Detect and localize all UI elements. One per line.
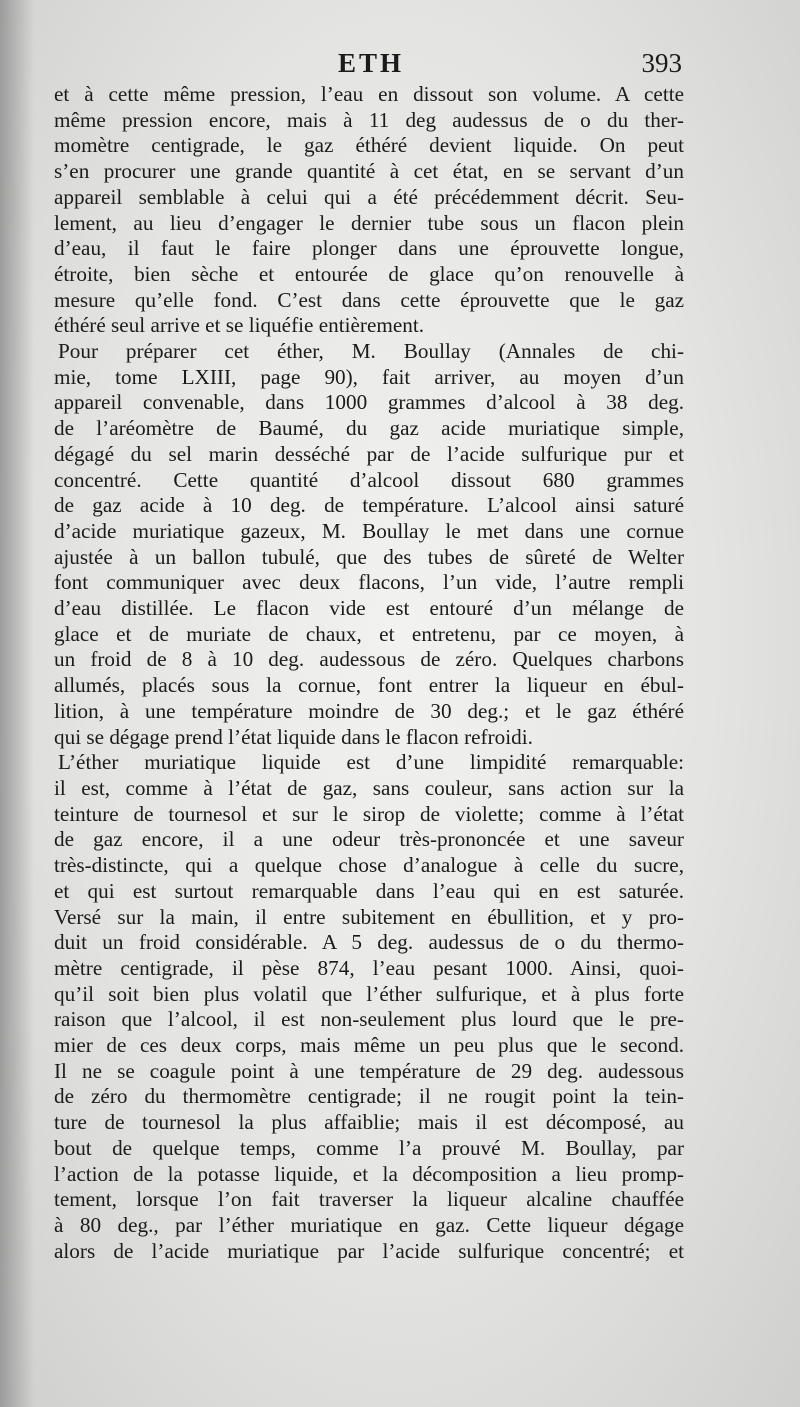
- text-line: même pression encore, mais à 11 deg audessus de o du ther-: [54, 107, 684, 132]
- text-line: tement, lorsque l’on fait traverser la liqueur alcaline chauffée: [54, 1187, 684, 1212]
- text-line: de gaz acide à 10 deg. de température. L’alcool ainsi saturé: [54, 493, 684, 518]
- text-line: très-distincte, qui a quelque chose d’analogue à celle du sucre,: [54, 853, 684, 878]
- text-line: Versé sur la main, il entre subitement en ébullition, et y pro-: [54, 904, 684, 929]
- text-line: duit un froid considérable. A 5 deg. audessus de o du thermo-: [54, 930, 684, 955]
- text-line: glace et de muriate de chaux, et entretenu, par ce moyen, à: [54, 621, 684, 646]
- text-line: d’eau distillée. Le flacon vide est entouré d’un mélange de: [54, 596, 684, 621]
- text-line: de zéro du thermomètre centigrade; il ne rougit point la tein-: [54, 1084, 684, 1109]
- text-line: momètre centigrade, le gaz éthéré devient liquide. On peut: [54, 133, 684, 158]
- body-text: [54, 82, 684, 1264]
- text-line: lition, à une température moindre de 30 deg.; et le gaz éthéré: [54, 698, 684, 723]
- text-line: allumés, placés sous la cornue, font entrer la liqueur en ébul-: [54, 673, 684, 698]
- text-line: qui se dégage prend l’état liquide dans le flacon refroidi.: [54, 724, 533, 749]
- text-line: mier de ces deux corps, mais même un peu plus que le second.: [54, 1033, 684, 1058]
- text-line: Il ne se coagule point à une température de 29 deg. audessous: [54, 1058, 684, 1083]
- text-line: ajustée à un ballon tubulé, que des tubes de sûreté de Welter: [54, 544, 684, 569]
- text-line: mètre centigrade, il pèse 874, l’eau pesant 1000. Ainsi, quoi-: [54, 955, 684, 980]
- text-line: lement, au lieu d’engager le dernier tube sous un flacon plein: [54, 210, 684, 235]
- running-head: ETH: [337, 48, 405, 78]
- text-line: d’acide muriatique gazeux, M. Boullay le met dans une cornue: [54, 518, 684, 543]
- page-number: 393: [641, 48, 682, 78]
- text-line: il est, comme à l’état de gaz, sans couleur, sans action sur la: [54, 775, 684, 800]
- text-line: L’éther muriatique liquide est d’une limpidité remarquable:: [58, 750, 684, 775]
- text-line: d’eau, il faut le faire plonger dans une éprouvette longue,: [54, 236, 684, 261]
- text-line: mie, tome LXIII, page 90), fait arriver, au moyen d’un: [54, 364, 684, 389]
- text-line: à 80 deg., par l’éther muriatique en gaz. Cette liqueur dégage: [54, 1212, 684, 1237]
- text-line: et qui est surtout remarquable dans l’eau qui en est saturée.: [54, 878, 684, 903]
- text-line: appareil convenable, dans 1000 grammes d’alcool à 38 deg.: [54, 390, 684, 415]
- text-line: ture de tournesol la plus affaiblie; mais il est décomposé, au: [54, 1110, 684, 1135]
- text-line: appareil semblable à celui qui a été précédemment décrit. Seu-: [54, 184, 684, 209]
- text-line: de gaz encore, il a une odeur très-prononcée et une saveur: [54, 827, 684, 852]
- text-line: s’en procurer une grande quantité à cet état, en se servant d’un: [54, 159, 684, 184]
- text-line: dégagé du sel marin desséché par de l’acide sulfurique pur et: [54, 441, 684, 466]
- text-line: et à cette même pression, l’eau en dissout son volume. A cette: [54, 82, 684, 106]
- text-line: font communiquer avec deux flacons, l’un vide, l’autre rempli: [54, 570, 684, 595]
- text-line: bout de quelque temps, comme l’a prouvé M. Boullay, par: [54, 1135, 684, 1160]
- page-header: [60, 48, 682, 84]
- text-line: qu’il soit bien plus volatil que l’éther sulfurique, et à plus forte: [54, 981, 684, 1006]
- text-line: alors de l’acide muriatique par l’acide sulfurique concentré; et: [54, 1238, 684, 1263]
- text-line: raison que l’alcool, il est non-seulement plus lourd que le pre-: [54, 1007, 684, 1032]
- text-line: éthéré seul arrive et se liquéfie entièrement.: [54, 313, 425, 338]
- text-line: un froid de 8 à 10 deg. audessous de zéro. Quelques charbons: [54, 647, 684, 672]
- text-line: concentré. Cette quantité d’alcool dissout 680 grammes: [54, 467, 684, 492]
- text-line: mesure qu’elle fond. C’est dans cette éprouvette que le gaz: [54, 287, 684, 312]
- text-line: l’action de la potasse liquide, et la décomposition a lieu promp-: [54, 1161, 684, 1186]
- text-line: teinture de tournesol et sur le sirop de violette; comme à l’état: [54, 801, 684, 826]
- text-line: de l’aréomètre de Baumé, du gaz acide muriatique simple,: [54, 416, 684, 441]
- gutter-shadow: [0, 0, 34, 1407]
- text-line: Pour préparer cet éther, M. Boullay (Annales de chi-: [58, 339, 684, 364]
- text-line: étroite, bien sèche et entourée de glace qu’on renouvelle à: [54, 261, 684, 286]
